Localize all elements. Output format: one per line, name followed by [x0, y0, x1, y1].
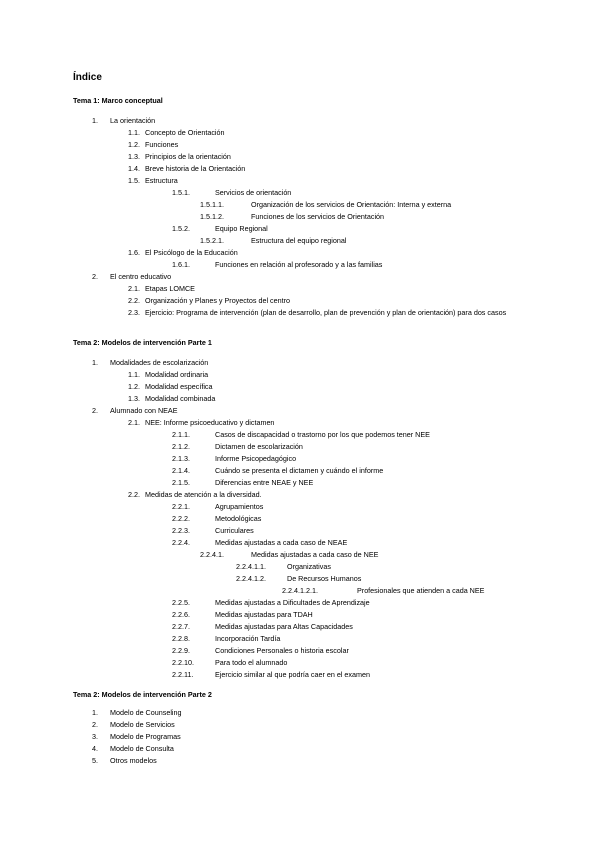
toc-label: Incorporación Tardía	[215, 634, 281, 643]
toc-number: 1.5.1.	[172, 188, 190, 197]
toc-number: 2.2.	[128, 490, 140, 499]
toc-number: 1.	[92, 708, 98, 717]
toc-number: 2.1.	[128, 284, 140, 293]
toc-label: Equipo Regional	[215, 224, 268, 233]
section-heading-tema2-parte1: Tema 2: Modelos de intervención Parte 1	[73, 338, 212, 347]
toc-label: Agrupamientos	[215, 502, 264, 511]
toc-label: Organización de los servicios de Orientación: Interna y externa	[251, 200, 452, 209]
toc-label: Casos de discapacidad o trastorno por los que podemos tener NEE	[215, 430, 430, 439]
toc-label: Metodológicas	[215, 514, 262, 523]
toc-label: Modalidades de escolarización	[110, 358, 209, 367]
toc-label: Modalidad ordinaria	[145, 370, 209, 379]
toc-label: Ejercicio similar al que podría caer en el examen	[215, 670, 371, 679]
toc-number: 1.5.1.1.	[200, 200, 224, 209]
toc-number: 2.1.1.	[172, 430, 190, 439]
toc-number: 2.	[92, 406, 98, 415]
toc-label: Medidas ajustadas a cada caso de NEAE	[215, 538, 348, 547]
toc-number: 3.	[92, 732, 98, 741]
toc-number: 2.2.4.1.1.	[236, 562, 266, 571]
toc-label: Modalidad específica	[145, 382, 213, 391]
toc-number: 1.2.	[128, 140, 140, 149]
toc-number: 2.1.	[128, 418, 140, 427]
toc-label: Funciones de los servicios de Orientación	[251, 212, 385, 221]
toc-label: Medidas ajustadas a Dificultades de Aprendizaje	[215, 598, 370, 607]
toc-label: Modelo de Counseling	[110, 708, 182, 717]
toc-number: 2.2.4.1.2.	[236, 574, 266, 583]
toc-label: Modalidad combinada	[145, 394, 216, 403]
toc-label: Breve historia de la Orientación	[145, 164, 246, 173]
toc-number: 2.1.5.	[172, 478, 190, 487]
toc-number: 1.5.1.2.	[200, 212, 224, 221]
toc-number: 1.	[92, 358, 98, 367]
toc-label: Funciones	[145, 140, 179, 149]
toc-number: 1.5.2.1.	[200, 236, 224, 245]
toc-number: 5.	[92, 756, 98, 765]
toc-label: Organizativas	[287, 562, 331, 571]
toc-number: 2.2.5.	[172, 598, 190, 607]
toc-label: Modelo de Programas	[110, 732, 181, 741]
toc-number: 2.1.3.	[172, 454, 190, 463]
toc-number: 1.6.	[128, 248, 140, 257]
toc-number: 2.2.4.1.2.1.	[282, 586, 318, 595]
toc-label: Estructura	[145, 176, 178, 185]
toc-label: Cuándo se presenta el dictamen y cuándo el informe	[215, 466, 384, 475]
toc-label: Medidas ajustadas para TDAH	[215, 610, 313, 619]
toc-label: Funciones en relación al profesorado y a las familias	[215, 260, 383, 269]
toc-number: 1.1.	[128, 370, 140, 379]
toc-label: Estructura del equipo regional	[251, 236, 347, 245]
index-title: Índice	[73, 72, 102, 83]
toc-label: Alumnado con NEAE	[110, 406, 178, 415]
toc-number: 2.1.4.	[172, 466, 190, 475]
toc-number: 2.2.4.	[172, 538, 190, 547]
toc-number: 1.6.1.	[172, 260, 190, 269]
toc-label: La orientación	[110, 116, 156, 125]
toc-number: 1.5.2.	[172, 224, 190, 233]
toc-number: 1.5.	[128, 176, 140, 185]
toc-number: 2.2.7.	[172, 622, 190, 631]
toc-number: 2.2.2.	[172, 514, 190, 523]
toc-label: Medidas ajustadas para Altas Capacidades	[215, 622, 353, 631]
toc-label: Condiciones Personales o historia escolar	[215, 646, 349, 655]
toc-number: 1.	[92, 116, 98, 125]
toc-label: Diferencias entre NEAE y NEE	[215, 478, 314, 487]
toc-label: Medidas ajustadas a cada caso de NEE	[251, 550, 379, 559]
toc-number: 2.3.	[128, 308, 140, 317]
toc-label: Modelo de Consulta	[110, 744, 174, 753]
toc-number: 1.3.	[128, 394, 140, 403]
toc-label: Servicios de orientación	[215, 188, 292, 197]
toc-number: 1.3.	[128, 152, 140, 161]
section-heading-tema2-parte2: Tema 2: Modelos de intervención Parte 2	[73, 690, 212, 699]
toc-label: De Recursos Humanos	[287, 574, 362, 583]
toc-label: Dictamen de escolarización	[215, 442, 303, 451]
toc-number: 2.2.10.	[172, 658, 194, 667]
toc-number: 4.	[92, 744, 98, 753]
toc-label: Profesionales que atienden a cada NEE	[357, 586, 485, 595]
toc-number: 2.2.11.	[172, 670, 194, 679]
toc-label: El centro educativo	[110, 272, 172, 281]
toc-label: Modelo de Servicios	[110, 720, 175, 729]
toc-number: 2.2.1.	[172, 502, 190, 511]
toc-label: Curriculares	[215, 526, 254, 535]
toc-number: 2.2.	[128, 296, 140, 305]
toc-number: 2.2.3.	[172, 526, 190, 535]
toc-label: El Psicólogo de la Educación	[145, 248, 238, 257]
toc-label: Para todo el alumnado	[215, 658, 288, 667]
toc-number: 2.1.2.	[172, 442, 190, 451]
toc-number: 2.2.6.	[172, 610, 190, 619]
toc-number: 2.	[92, 272, 98, 281]
toc-number: 2.	[92, 720, 98, 729]
section-heading-tema1: Tema 1: Marco conceptual	[73, 96, 163, 105]
toc-label: Informe Psicopedagógico	[215, 454, 297, 463]
toc-number: 1.2.	[128, 382, 140, 391]
toc-label: Organización y Planes y Proyectos del centro	[145, 296, 291, 305]
toc-label: NEE: Informe psicoeducativo y dictamen	[145, 418, 275, 427]
toc-label: Ejercicio: Programa de intervención (plan de desarrollo, plan de prevención y plan de orientación) para dos casos	[145, 308, 507, 317]
toc-number: 2.2.4.1.	[200, 550, 224, 559]
toc-label: Otros modelos	[110, 756, 157, 765]
toc-number: 1.4.	[128, 164, 140, 173]
toc-number: 2.2.8.	[172, 634, 190, 643]
toc-label: Principios de la orientación	[145, 152, 231, 161]
toc-number: 1.1.	[128, 128, 140, 137]
toc-number: 2.2.9.	[172, 646, 190, 655]
toc-label: Etapas LOMCE	[145, 284, 195, 293]
toc-label: Concepto de Orientación	[145, 128, 225, 137]
toc-label: Medidas de atención a la diversidad.	[145, 490, 262, 499]
